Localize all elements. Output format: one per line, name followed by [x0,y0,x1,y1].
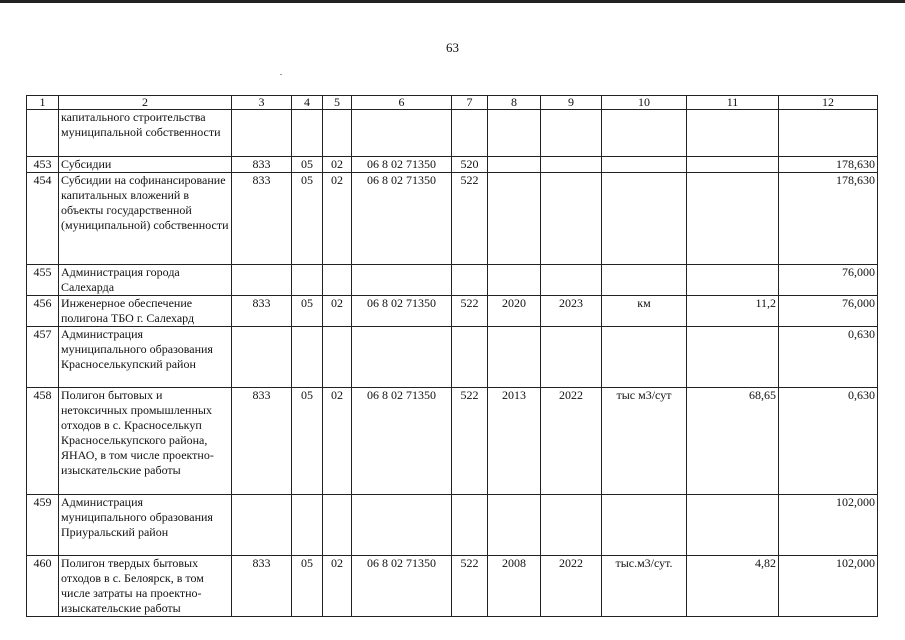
row-name: Администрация муниципального образования Приуральский район [59,495,232,556]
budget-table [26,95,878,617]
row-end-year [541,173,602,265]
row-ministry-code [232,110,292,157]
row-name: Полигон твердых бытовых отходов в с. Белоярск, в том числе затраты на проектно-изыскательские работы [59,556,232,617]
row-unit: км [602,296,687,327]
row-end-year [541,110,602,157]
row-end-year [541,157,602,173]
row-capacity [687,495,779,556]
row-expense-type [452,327,488,388]
header-cell-10: 10 [602,96,687,110]
row-start-year [488,495,541,556]
row-subsection [323,495,352,556]
row-number: 454 [27,173,59,265]
row-expense-type [452,110,488,157]
row-ministry-code: 833 [232,388,292,495]
row-capacity: 4,82 [687,556,779,617]
row-capacity [687,173,779,265]
row-unit: тыс.м3/сут. [602,556,687,617]
row-expense-type: 522 [452,173,488,265]
row-section: 05 [292,296,323,327]
row-section [292,110,323,157]
row-amount: 102,000 [779,495,878,556]
row-end-year: 2023 [541,296,602,327]
header-cell-6: 6 [352,96,452,110]
header-cell-1: 1 [27,96,59,110]
table-header [27,96,878,110]
page-number: 63 [446,40,459,55]
row-name: Инженерное обеспечение полигона ТБО г. Салехард [59,296,232,327]
row-subsection: 02 [323,296,352,327]
header-cell-3: 3 [232,96,292,110]
header-cell-11: 11 [687,96,779,110]
row-name: Субсидии на софинансирование капитальных вложений в объекты государственной (муниципальной) собственности [59,173,232,265]
row-subsection: 02 [323,157,352,173]
row-amount: 76,000 [779,296,878,327]
row-ministry-code: 833 [232,157,292,173]
row-target-article: 06 8 02 71350 [352,296,452,327]
row-capacity [687,265,779,296]
table-row [27,495,878,556]
row-expense-type [452,495,488,556]
row-subsection: 02 [323,173,352,265]
table-row [27,173,878,265]
row-target-article: 06 8 02 71350 [352,157,452,173]
row-end-year [541,495,602,556]
row-amount: 76,000 [779,265,878,296]
row-unit [602,495,687,556]
row-number: 457 [27,327,59,388]
row-number: 456 [27,296,59,327]
row-target-article [352,265,452,296]
header-cell-5: 5 [323,96,352,110]
row-amount [779,110,878,157]
row-name: Субсидии [59,157,232,173]
row-section [292,495,323,556]
table-row [27,157,878,173]
row-start-year [488,327,541,388]
row-subsection [323,327,352,388]
row-end-year [541,327,602,388]
row-name: Полигон бытовых и нетоксичных промышленных отходов в с. Красноселькуп Красноселькупского района, ЯНАО, в том числе проектно-изыскательские работы [59,388,232,495]
row-name: Администрация города Салехарда [59,265,232,296]
row-start-year: 2020 [488,296,541,327]
row-start-year [488,173,541,265]
row-capacity [687,110,779,157]
row-amount: 0,630 [779,388,878,495]
row-ministry-code: 833 [232,556,292,617]
row-end-year [541,265,602,296]
scan-speck [280,74,282,75]
row-amount: 102,000 [779,556,878,617]
table-row [27,110,878,157]
row-target-article [352,495,452,556]
header-cell-8: 8 [488,96,541,110]
row-unit: тыс м3/сут [602,388,687,495]
row-number: 453 [27,157,59,173]
table-row [27,327,878,388]
table-row [27,296,878,327]
row-ministry-code: 833 [232,173,292,265]
row-start-year [488,110,541,157]
row-amount: 178,630 [779,173,878,265]
row-section: 05 [292,388,323,495]
table-row [27,556,878,617]
row-unit [602,173,687,265]
row-capacity [687,157,779,173]
row-subsection [323,265,352,296]
header-cell-2: 2 [59,96,232,110]
row-ministry-code [232,327,292,388]
row-capacity: 11,2 [687,296,779,327]
row-number: 455 [27,265,59,296]
row-subsection: 02 [323,556,352,617]
row-expense-type: 520 [452,157,488,173]
row-target-article [352,110,452,157]
table-body [27,110,878,617]
table-row [27,388,878,495]
row-number: 458 [27,388,59,495]
row-start-year [488,157,541,173]
row-number: 460 [27,556,59,617]
row-target-article: 06 8 02 71350 [352,388,452,495]
row-name: капитального строительства муниципальной собственности [59,110,232,157]
row-capacity: 68,65 [687,388,779,495]
header-cell-4: 4 [292,96,323,110]
row-end-year: 2022 [541,388,602,495]
header-row [27,96,878,110]
row-ministry-code [232,495,292,556]
header-cell-12: 12 [779,96,878,110]
row-number: 459 [27,495,59,556]
row-end-year: 2022 [541,556,602,617]
row-name: Администрация муниципального образования Красноселькупский район [59,327,232,388]
row-target-article: 06 8 02 71350 [352,556,452,617]
row-subsection: 02 [323,388,352,495]
row-section [292,265,323,296]
row-unit [602,110,687,157]
row-section: 05 [292,556,323,617]
row-section: 05 [292,173,323,265]
row-amount: 0,630 [779,327,878,388]
row-target-article: 06 8 02 71350 [352,173,452,265]
row-subsection [323,110,352,157]
row-number [27,110,59,157]
row-section: 05 [292,157,323,173]
row-start-year: 2013 [488,388,541,495]
header-cell-9: 9 [541,96,602,110]
row-ministry-code [232,265,292,296]
row-capacity [687,327,779,388]
row-section [292,327,323,388]
row-unit [602,157,687,173]
row-amount: 178,630 [779,157,878,173]
row-target-article [352,327,452,388]
row-unit [602,265,687,296]
header-cell-7: 7 [452,96,488,110]
row-start-year [488,265,541,296]
table-row [27,265,878,296]
top-rule [0,0,905,3]
row-expense-type: 522 [452,388,488,495]
row-expense-type: 522 [452,556,488,617]
row-start-year: 2008 [488,556,541,617]
row-unit [602,327,687,388]
row-expense-type [452,265,488,296]
row-ministry-code: 833 [232,296,292,327]
row-expense-type: 522 [452,296,488,327]
